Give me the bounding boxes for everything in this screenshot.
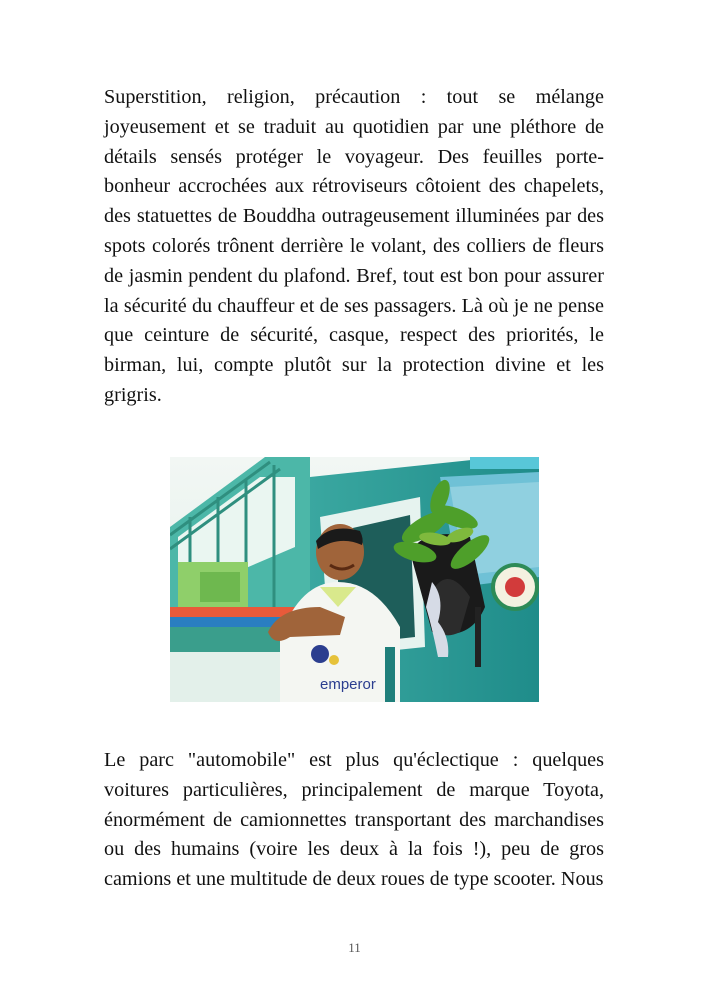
page-number: 11 <box>348 940 361 955</box>
shirt-logo-text: emperor <box>320 676 376 693</box>
body-paragraph-2: Le parc "automobile" est plus qu'éclectique : quelques voitures particulières, principalement de marque Toyota, énormément de camionnettes transportant des marchandises ou des humains (voire les deux à la fois !), peu de gros camions et une multitude de deux roues de type scooter. Nous <box>104 749 604 891</box>
body-paragraph-1: Superstition, religion, précaution : tout se mélange joyeusement et se traduit au quotidien par une pléthore de détails sensés protéger le voyageur. Des feuilles porte-bonheur accrochées aux rétroviseurs côtoient des chapelets, des statuettes de Bouddha outrageusement illuminées par des spots colorés trônent derrière le volant, des colliers de fleurs de jasmin pendent du plafond. Bref, tout est bon pour assurer la sécurité du chauffeur et de ses passagers. Là où je ne pense que ceinture de sécurité, casque, respect des priorités, le birman, lui, compte plutôt sur la protection divine et les grigris. <box>104 86 604 406</box>
photo-driver-in-truck <box>170 457 539 702</box>
